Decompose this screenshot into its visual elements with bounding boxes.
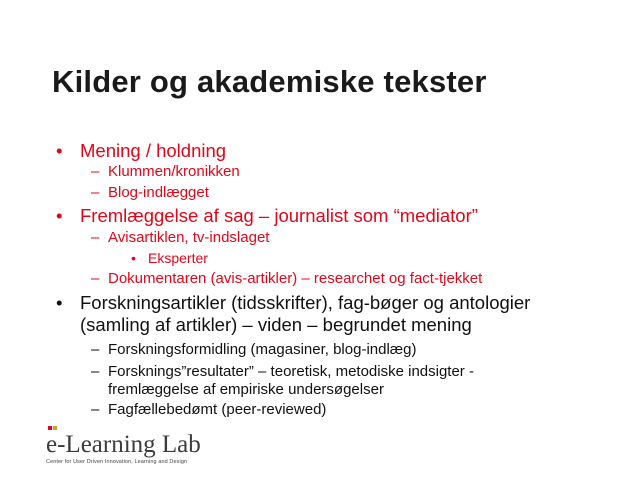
bullet-forskningsartikler-line1: Forskningsartikler (tidsskrifter), fag-bøger og antologier bbox=[80, 292, 531, 313]
dash-marker: – bbox=[91, 401, 100, 418]
bullet-marker: • bbox=[131, 250, 136, 266]
logo-subtitle: Center for User Driven Innovation, Learning and Design bbox=[46, 459, 188, 465]
dash-marker: – bbox=[91, 163, 100, 180]
dash-marker: – bbox=[91, 270, 100, 287]
bullet-marker: • bbox=[56, 140, 63, 161]
bullet-forskningsartikler-line2: (samling af artikler) – viden – begrundet mening bbox=[80, 314, 472, 335]
sub-sub-bullet-eksperter: Eksperter bbox=[148, 250, 208, 266]
bullet-marker: • bbox=[56, 292, 63, 313]
bullet-marker: • bbox=[56, 205, 63, 226]
sub-bullet-fagfaellebedoemt: Fagfællebedømt (peer-reviewed) bbox=[108, 401, 327, 418]
sub-bullet-blog: Blog-indlægget bbox=[108, 184, 209, 201]
dash-marker: – bbox=[91, 363, 100, 380]
dash-marker: – bbox=[91, 184, 100, 201]
sub-bullet-avisartiklen: Avisartiklen, tv-indslaget bbox=[108, 229, 270, 246]
dash-marker: – bbox=[91, 341, 100, 358]
sub-bullet-dokumentaren: Dokumentaren (avis-artikler) – researchet og fact-tjekket bbox=[108, 270, 483, 287]
sub-bullet-forskningsformidling: Forskningsformidling (magasiner, blog-indlæg) bbox=[108, 341, 417, 358]
logo-accent-dots bbox=[48, 426, 62, 430]
e-learning-lab-logo bbox=[46, 432, 201, 465]
logo-wordmark: e-Learning Lab bbox=[46, 431, 201, 458]
bullet-mening: Mening / holdning bbox=[80, 140, 227, 161]
sub-bullet-klummen: Klummen/kronikken bbox=[108, 163, 240, 180]
bullet-fremlaeggelse: Fremlæggelse af sag – journalist som “mediator” bbox=[80, 205, 478, 226]
dash-marker: – bbox=[91, 229, 100, 246]
sub-bullet-resultater-line1: Forsknings”resultater” – teoretisk, metodiske indsigter - bbox=[108, 363, 474, 380]
sub-bullet-resultater-line2: fremlæggelse af empiriske undersøgelser bbox=[108, 381, 384, 398]
slide-title: Kilder og akademiske tekster bbox=[52, 64, 487, 99]
